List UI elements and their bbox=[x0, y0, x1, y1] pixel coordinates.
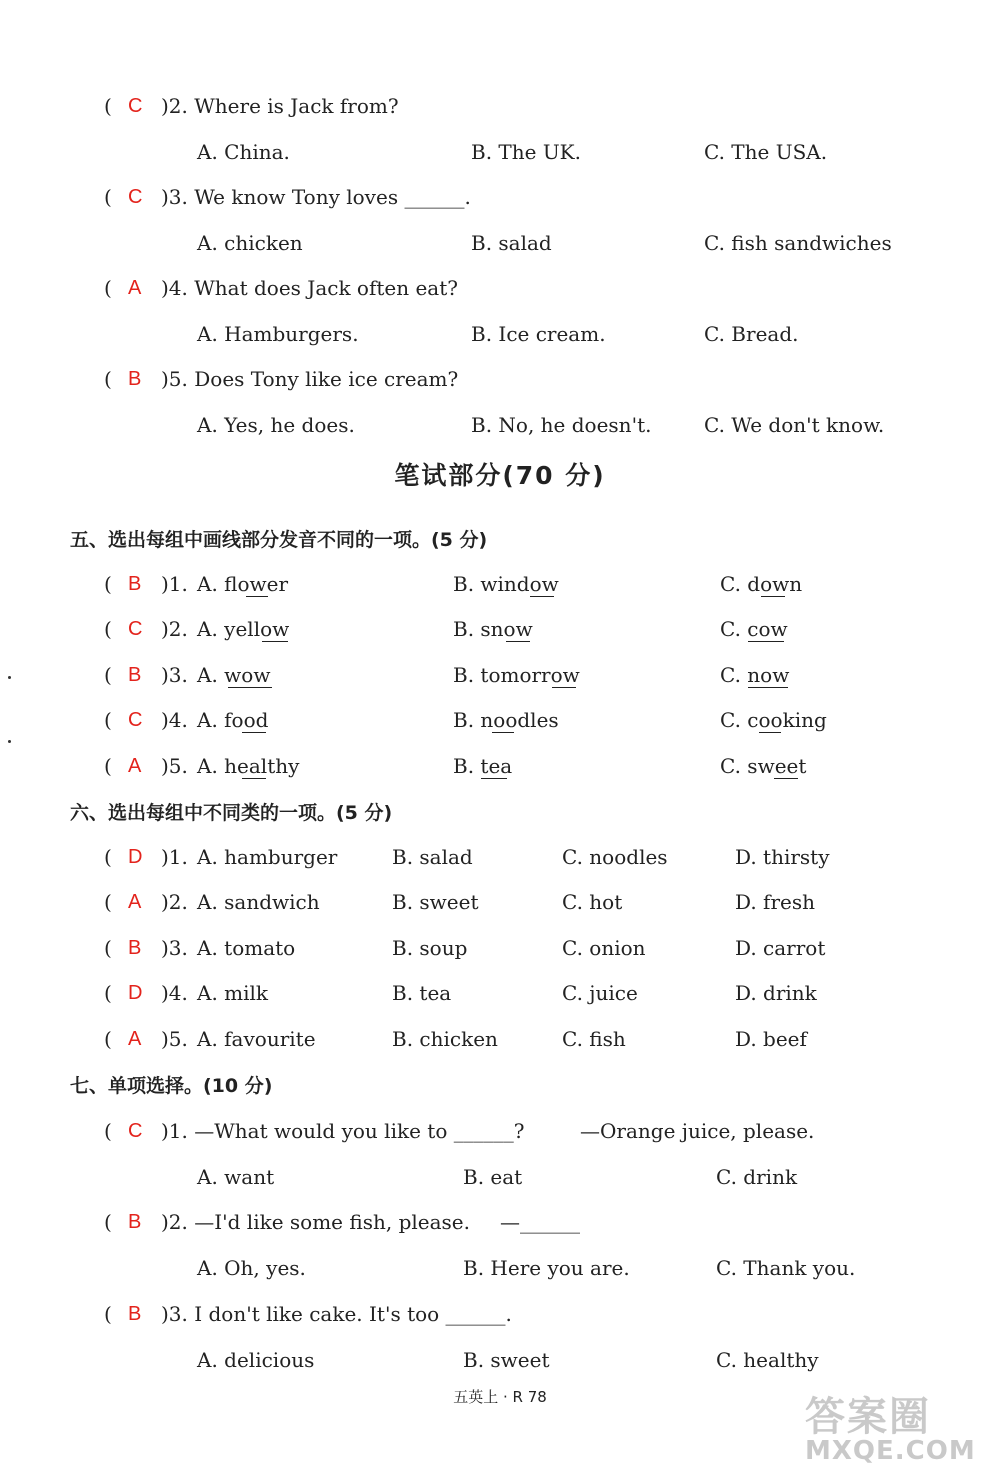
question-text: )1. —What would you like to ______? bbox=[161, 1119, 525, 1143]
option-a: A. Oh, yes. bbox=[197, 1256, 306, 1280]
item-number: )4. bbox=[161, 981, 188, 1005]
option-a: A. sandwich bbox=[197, 890, 320, 914]
option-b: B. sweet bbox=[463, 1348, 550, 1372]
option-b: B. sweet bbox=[392, 890, 479, 914]
option-a: A. yellow bbox=[197, 617, 290, 641]
option-b: B. eat bbox=[463, 1165, 523, 1189]
option-b: B. Here you are. bbox=[463, 1256, 630, 1280]
question-text: )4. What does Jack often eat? bbox=[161, 276, 458, 300]
option-c: C. onion bbox=[562, 936, 646, 960]
option-b: B. noodles bbox=[453, 708, 559, 732]
option-b: B. No, he doesn't. bbox=[471, 413, 652, 437]
answer-mark: C bbox=[128, 709, 143, 731]
answer-mark: C bbox=[128, 186, 143, 208]
listening-question-4: ( A )4. What does Jack often eat? bbox=[0, 270, 1000, 306]
option-d: D. drink bbox=[735, 981, 817, 1005]
answer-mark: A bbox=[128, 891, 142, 913]
option-d: D. thirsty bbox=[735, 845, 830, 869]
item-number: )1. bbox=[161, 572, 188, 596]
question-text: )5. Does Tony like ice cream? bbox=[161, 367, 459, 391]
answer-mark: B bbox=[128, 937, 142, 959]
option-c: C. down bbox=[720, 572, 803, 596]
option-a: A. Hamburgers. bbox=[197, 322, 359, 346]
item-number: )1. bbox=[161, 845, 188, 869]
option-a: A. favourite bbox=[197, 1027, 316, 1051]
option-b: B. tea bbox=[392, 981, 452, 1005]
option-d: D. beef bbox=[735, 1027, 807, 1051]
question-reply: —______ bbox=[500, 1210, 580, 1234]
section-7-question-1: ( C )1. —What would you like to ______? —Orange juice, please. bbox=[0, 1113, 1000, 1149]
option-c: C. The USA. bbox=[704, 140, 828, 164]
question-text: )3. We know Tony loves ______. bbox=[161, 185, 471, 209]
scan-dot bbox=[8, 740, 11, 743]
option-d: D. carrot bbox=[735, 936, 826, 960]
option-b: B. Ice cream. bbox=[471, 322, 606, 346]
section-7-options-2 bbox=[0, 1250, 1000, 1286]
listening-options-5 bbox=[0, 407, 1000, 443]
section-6-item-3: ( B )3. A. tomato B. soup C. onion D. carrot bbox=[0, 930, 1000, 966]
option-b: B. salad bbox=[471, 231, 552, 255]
section-6-title: 六、选出每组中不同类的一项。(5 分) bbox=[70, 802, 393, 824]
option-a: A. Yes, he does. bbox=[197, 413, 355, 437]
item-number: )5. bbox=[161, 754, 188, 778]
question-text: )3. I don't like cake. It's too ______. bbox=[161, 1302, 512, 1326]
answer-mark: A bbox=[128, 1028, 142, 1050]
option-c: C. We don't know. bbox=[704, 413, 885, 437]
answer-mark: A bbox=[128, 277, 142, 299]
item-number: )5. bbox=[161, 1027, 188, 1051]
watermark-title: 答案圈 bbox=[805, 1394, 931, 1440]
option-a: A. hamburger bbox=[197, 845, 338, 869]
option-c: C. Thank you. bbox=[716, 1256, 856, 1280]
option-c: C. juice bbox=[562, 981, 638, 1005]
scan-dot bbox=[8, 676, 11, 679]
option-c: C. noodles bbox=[562, 845, 668, 869]
option-a: A. flower bbox=[197, 572, 289, 596]
answer-mark: C bbox=[128, 1120, 143, 1142]
answer-mark: B bbox=[128, 664, 142, 686]
watermark-logo bbox=[805, 1385, 976, 1466]
option-a: A. wow bbox=[197, 663, 271, 687]
listening-options-3 bbox=[0, 225, 1000, 261]
option-c: C. fish bbox=[562, 1027, 626, 1051]
section-5-item-2: ( C )2. A. yellow B. snow C. cow bbox=[0, 611, 1000, 647]
item-number: )3. bbox=[161, 663, 188, 687]
answer-mark: B bbox=[128, 368, 142, 390]
section-7-question-3: ( B )3. I don't like cake. It's too ______. bbox=[0, 1296, 1000, 1332]
answer-mark: C bbox=[128, 618, 143, 640]
item-number: )2. bbox=[161, 890, 188, 914]
section-6-item-1: ( D )1. A. hamburger B. salad C. noodles D. thirsty bbox=[0, 839, 1000, 875]
watermark-url: MXQE.COM bbox=[805, 1436, 976, 1466]
option-b: B. tea bbox=[453, 754, 513, 778]
option-c: C. Bread. bbox=[704, 322, 799, 346]
option-c: C. cooking bbox=[720, 708, 827, 732]
option-b: B. window bbox=[453, 572, 559, 596]
question-text: )2. Where is Jack from? bbox=[161, 94, 399, 118]
option-a: A. food bbox=[197, 708, 269, 732]
option-a: A. want bbox=[197, 1165, 275, 1189]
listening-options-2 bbox=[0, 134, 1000, 170]
section-5-item-1: ( B )1. A. flower B. window C. down bbox=[0, 566, 1000, 602]
answer-mark: B bbox=[128, 573, 142, 595]
option-a: A. delicious bbox=[197, 1348, 315, 1372]
section-5-item-4: ( C )4. A. food B. noodles C. cooking bbox=[0, 702, 1000, 738]
option-d: D. fresh bbox=[735, 890, 815, 914]
section-7-title: 七、单项选择。(10 分) bbox=[70, 1075, 273, 1097]
answer-mark: D bbox=[128, 982, 143, 1004]
answer-mark: A bbox=[128, 755, 142, 777]
section-7-question-2: ( B )2. —I'd like some fish, please. —______ bbox=[0, 1204, 1000, 1240]
section-5-title: 五、选出每组中画线部分发音不同的一项。(5 分) bbox=[70, 529, 488, 551]
option-c: C. hot bbox=[562, 890, 623, 914]
section-6-item-2: ( A )2. A. sandwich B. sweet C. hot D. fresh bbox=[0, 884, 1000, 920]
question-text: )2. —I'd like some fish, please. bbox=[161, 1210, 470, 1234]
item-number: )3. bbox=[161, 936, 188, 960]
answer-mark: B bbox=[128, 1211, 142, 1233]
option-a: A. chicken bbox=[197, 231, 303, 255]
option-c: C. sweet bbox=[720, 754, 807, 778]
section-5-item-3: ( B )3. A. wow B. tomorrow C. now bbox=[0, 657, 1000, 693]
option-b: B. The UK. bbox=[471, 140, 581, 164]
item-number: )2. bbox=[161, 617, 188, 641]
item-number: )4. bbox=[161, 708, 188, 732]
option-a: A. China. bbox=[197, 140, 290, 164]
option-b: B. chicken bbox=[392, 1027, 498, 1051]
option-a: A. healthy bbox=[197, 754, 300, 778]
answer-mark: D bbox=[128, 846, 143, 868]
page-footer: 五英上 · R 78 bbox=[453, 1388, 547, 1406]
option-b: B. salad bbox=[392, 845, 473, 869]
section-6-item-5: ( A )5. A. favourite B. chicken C. fish D. beef bbox=[0, 1021, 1000, 1057]
answer-mark: C bbox=[128, 95, 143, 117]
section-5-item-5: ( A )5. A. healthy B. tea C. sweet bbox=[0, 748, 1000, 784]
listening-question-3: ( C )3. We know Tony loves ______. bbox=[0, 179, 1000, 215]
listening-question-2: ( C )2. Where is Jack from? bbox=[0, 88, 1000, 124]
section-7-options-3 bbox=[0, 1342, 1000, 1378]
answer-mark: B bbox=[128, 1303, 142, 1325]
option-c: C. cow bbox=[720, 617, 788, 641]
option-c: C. now bbox=[720, 663, 790, 687]
section-7-options-1 bbox=[0, 1159, 1000, 1195]
option-b: B. soup bbox=[392, 936, 468, 960]
section-6-item-4: ( D )4. A. milk B. tea C. juice D. drink bbox=[0, 975, 1000, 1011]
option-b: B. tomorrow bbox=[453, 663, 580, 687]
question-reply: —Orange juice, please. bbox=[580, 1119, 815, 1143]
written-part-heading: 笔试部分(70 分) bbox=[394, 461, 606, 490]
listening-question-5: ( B )5. Does Tony like ice cream? bbox=[0, 361, 1000, 397]
option-c: C. healthy bbox=[716, 1348, 819, 1372]
option-a: A. milk bbox=[197, 981, 269, 1005]
option-a: A. tomato bbox=[197, 936, 296, 960]
listening-options-4 bbox=[0, 316, 1000, 352]
option-c: C. fish sandwiches bbox=[704, 231, 892, 255]
option-b: B. snow bbox=[453, 617, 533, 641]
option-c: C. drink bbox=[716, 1165, 798, 1189]
